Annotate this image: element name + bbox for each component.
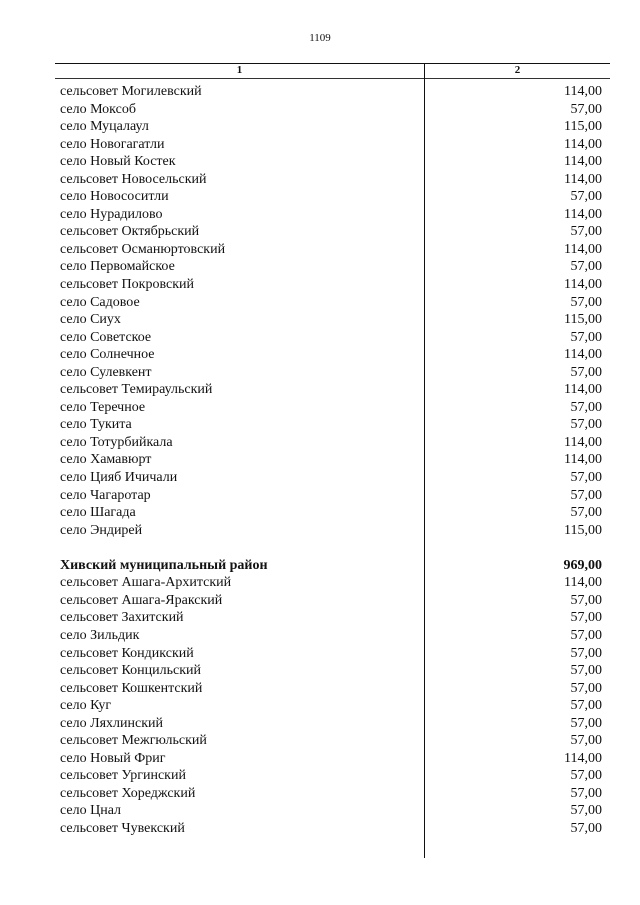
table-row	[60, 83, 602, 101]
amount-value: 57,00	[570, 820, 602, 836]
table-row	[60, 750, 602, 768]
amount-value: 57,00	[570, 768, 602, 784]
table-row	[60, 592, 602, 610]
table-row	[60, 662, 602, 680]
amount-value: 57,00	[570, 785, 602, 801]
table-row	[60, 241, 602, 259]
table-row	[60, 785, 602, 803]
amount-value: 57,00	[570, 645, 602, 661]
table-row	[60, 276, 602, 294]
table-row	[60, 574, 602, 592]
table-header	[55, 64, 610, 78]
settlement-name: сельсовет Кошкентский	[60, 680, 203, 696]
amount-value: 57,00	[570, 733, 602, 749]
table-row	[60, 627, 602, 645]
table-row	[60, 767, 602, 785]
settlement-name: сельсовет Октябрьский	[60, 224, 200, 240]
settlement-name: сельсовет Ургинский	[60, 768, 186, 784]
settlement-name: село Новогагатли	[60, 136, 165, 152]
amount-value: 115,00	[564, 312, 602, 328]
settlement-name: село Советское	[60, 329, 152, 345]
amount-value: 57,00	[570, 610, 602, 626]
table-row	[60, 258, 602, 276]
amount-value: 114,00	[564, 241, 602, 257]
settlement-name: село Тотурбийкала	[60, 434, 173, 450]
settlement-name: село Чагаротар	[60, 487, 151, 503]
amount-value: 57,00	[570, 470, 602, 486]
amount-value: 114,00	[564, 382, 602, 398]
amount-value: 57,00	[570, 259, 602, 275]
table-row	[60, 522, 602, 540]
table-row	[60, 697, 602, 715]
table-row	[60, 802, 602, 820]
amount-value: 115,00	[564, 119, 602, 135]
settlement-name: село Теречное	[60, 399, 146, 415]
table-row	[60, 206, 602, 224]
amount-value: 57,00	[570, 663, 602, 679]
amount-value: 57,00	[570, 101, 602, 117]
amount-value: 57,00	[570, 417, 602, 433]
amount-value: 114,00	[564, 206, 602, 222]
table-row	[60, 364, 602, 382]
settlement-name: село Моксоб	[60, 101, 136, 117]
table-row	[60, 416, 602, 434]
table-row	[60, 399, 602, 417]
settlement-name: село Цнал	[60, 803, 122, 819]
table-row	[60, 451, 602, 469]
settlement-name: село Садовое	[60, 294, 140, 310]
amount-value: 114,00	[564, 171, 602, 187]
amount-value: 114,00	[564, 154, 602, 170]
settlement-name: сельсовет Покровский	[60, 277, 194, 293]
settlement-name: сельсовет Темираульский	[60, 382, 213, 398]
settlement-name: село Сулевкент	[60, 364, 152, 380]
settlement-name: село Шагада	[60, 505, 136, 521]
page-number: 1109	[309, 32, 331, 44]
table-row	[60, 381, 602, 399]
settlement-name: сельсовет Кондикский	[60, 645, 194, 661]
settlement-name: сельсовет Могилевский	[60, 84, 202, 99]
amount-value: 57,00	[570, 680, 602, 696]
settlement-name: сельсовет Захитский	[60, 610, 184, 626]
table-row	[60, 136, 602, 154]
column-header-1: 1	[236, 64, 243, 76]
amount-value: 115,00	[564, 522, 602, 538]
settlement-name: сельсовет Чувекский	[60, 820, 185, 836]
table-row	[60, 487, 602, 505]
table-row	[60, 118, 602, 136]
table-row	[60, 609, 602, 627]
settlement-name: сельсовет Хореджский	[60, 785, 196, 801]
settlement-name: село Цияб Ичичали	[60, 470, 178, 486]
amount-value: 57,00	[570, 505, 602, 521]
amount-value: 114,00	[564, 575, 602, 591]
table-row	[60, 820, 602, 838]
table-row	[60, 715, 602, 733]
settlement-name: село Зильдик	[60, 627, 140, 643]
amount-value: 57,00	[570, 592, 602, 608]
amount-value: 114,00	[564, 277, 602, 293]
amount-value: 114,00	[564, 347, 602, 363]
settlement-name: село Тукита	[60, 417, 132, 433]
settlement-name: сельсовет Межгюльский	[60, 733, 207, 749]
amount-value: 57,00	[570, 329, 602, 345]
amount-value: 57,00	[570, 399, 602, 415]
settlement-name: село Хамавюрт	[60, 452, 152, 468]
settlement-name: село Ляхлинский	[60, 715, 163, 731]
table-row	[60, 680, 602, 698]
table-row	[60, 469, 602, 487]
amount-value: 114,00	[564, 452, 602, 468]
settlement-name: село Муцалаул	[60, 119, 149, 135]
settlement-name: сельсовет Ашага-Архитский	[60, 575, 232, 591]
table-row	[60, 346, 602, 364]
district-total-row	[60, 557, 602, 575]
settlement-name: Хивский муниципальный район	[60, 557, 268, 573]
settlement-name: село Куг	[60, 698, 112, 714]
table-body	[60, 83, 602, 838]
table-row	[60, 171, 602, 189]
table-row	[60, 645, 602, 663]
settlement-name: село Сиух	[60, 312, 121, 328]
column-header-2: 2	[514, 64, 521, 76]
table-row	[60, 223, 602, 241]
amount-value: 57,00	[570, 803, 602, 819]
settlement-name: село Новый Фриг	[60, 750, 166, 766]
settlement-name: село Первомайское	[60, 259, 175, 275]
amount-value: 57,00	[570, 294, 602, 310]
settlement-name: сельсовет Концильский	[60, 663, 202, 679]
table-row	[60, 188, 602, 206]
table-row	[60, 329, 602, 347]
amount-value: 114,00	[564, 750, 602, 766]
table-row	[60, 732, 602, 750]
amount-value: 57,00	[570, 627, 602, 643]
settlement-name: сельсовет Османюртовский	[60, 241, 226, 257]
table-row	[60, 153, 602, 171]
settlement-name: сельсовет Ашага-Яракский	[60, 592, 223, 608]
table-row	[60, 101, 602, 119]
header-divider	[55, 78, 610, 79]
settlement-name: село Эндирей	[60, 522, 143, 538]
amount-value: 57,00	[570, 698, 602, 714]
settlement-name: село Новососитли	[60, 189, 169, 205]
amount-value: 57,00	[570, 224, 602, 240]
amount-value: 57,00	[570, 487, 602, 503]
table-row	[60, 434, 602, 452]
amount-value: 114,00	[564, 84, 602, 99]
settlement-name: сельсовет Новосельский	[60, 171, 207, 187]
settlement-name: село Новый Костек	[60, 154, 176, 170]
amount-value: 969,00	[563, 557, 602, 573]
amount-value: 57,00	[570, 364, 602, 380]
amount-value: 57,00	[570, 715, 602, 731]
amount-value: 57,00	[570, 189, 602, 205]
table-row	[60, 294, 602, 312]
amount-value: 114,00	[564, 434, 602, 450]
table-row	[60, 311, 602, 329]
settlement-name: село Солнечное	[60, 347, 155, 363]
amount-value: 114,00	[564, 136, 602, 152]
table-spacer-row	[60, 539, 602, 557]
settlement-name: село Нурадилово	[60, 206, 163, 222]
table-row	[60, 504, 602, 522]
